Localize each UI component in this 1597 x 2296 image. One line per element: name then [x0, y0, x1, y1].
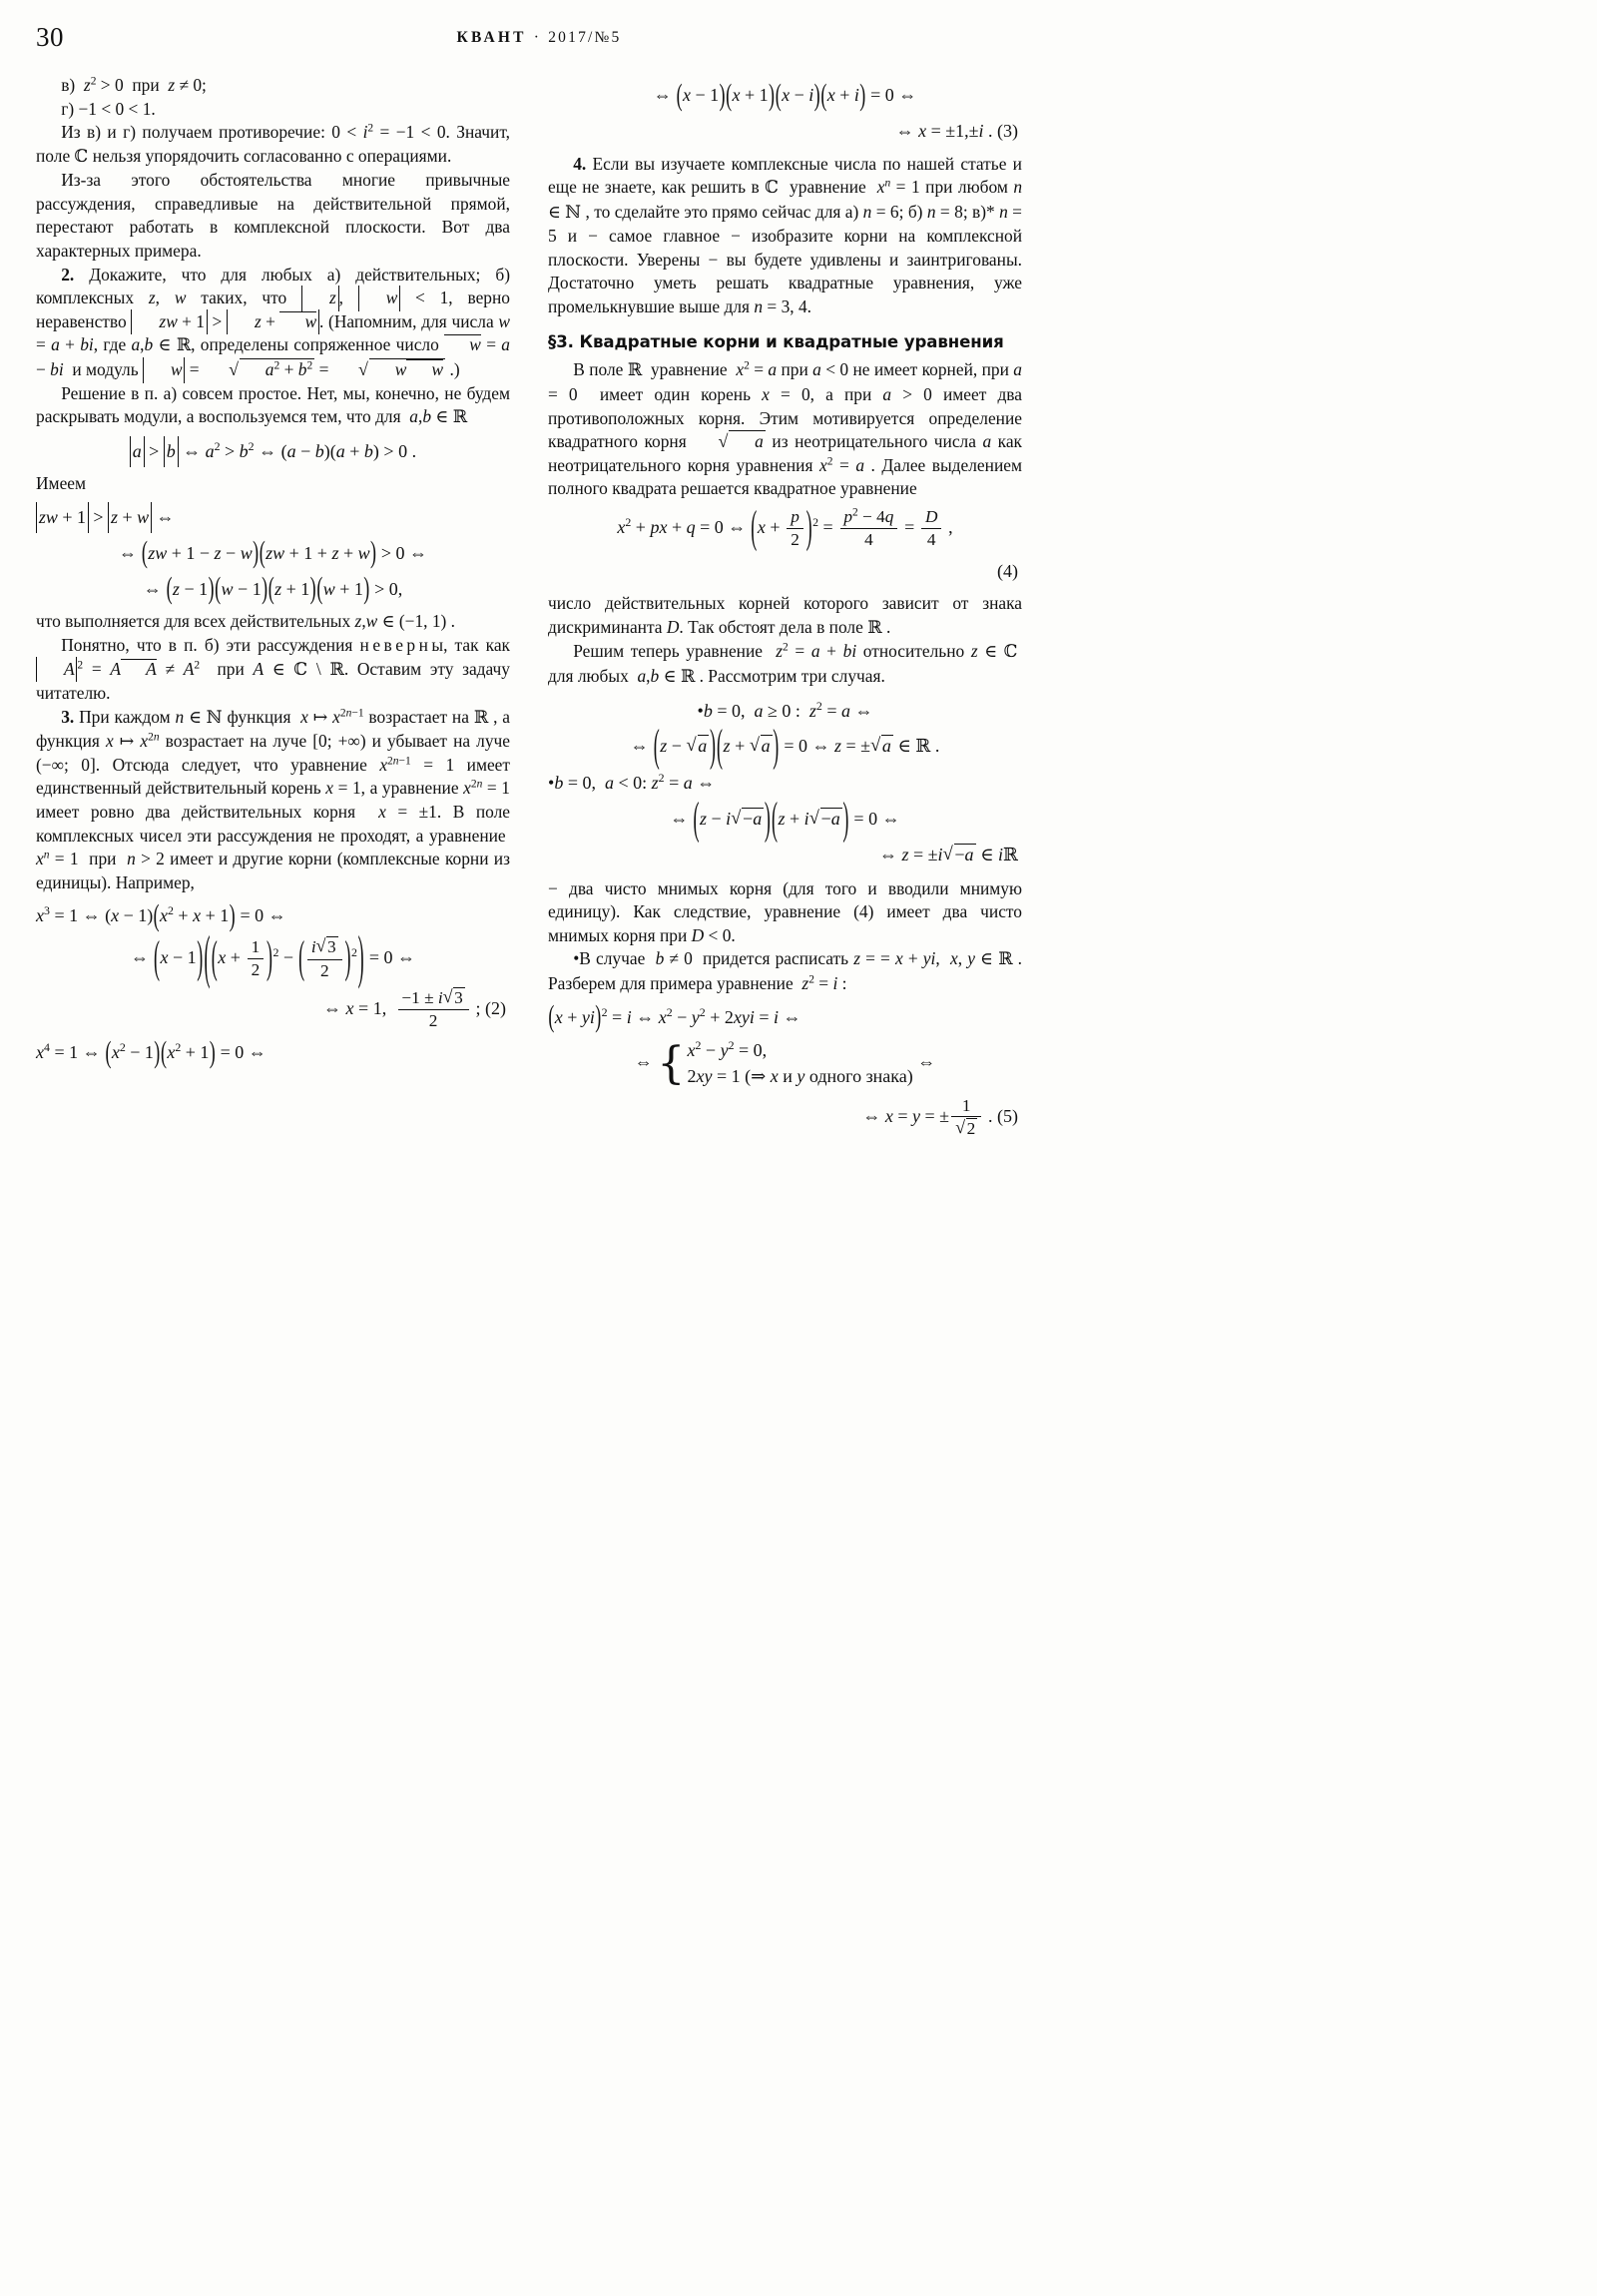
case-2-line3: ⇔ z = ±i √ −a ∈ iℝ — [548, 841, 1022, 870]
journal-page — [0, 0, 1078, 1550]
problem-3: 3. При каждом n ∈ ℕ функция x ↦ $x^{2n-1}$ возрастает на ℝ , а функция x ↦ $x^{2n}$ возрастает на луче [0; +∞) и убывает на луче (−∞; 0]. Отсюда следует, что уравнение $x^{2n-1} = 1$ имеет единственный действительный корень x = 1, а уравнение $x^{2n} = 1$ имеет ровно два действительных корня x = ±1. В поле комплексных чисел эти рассуждения не проходят, а уравнение $x^n = 1$ при n > 2 имеет и другие корни (комплексные корни из единицы). Например, — [36, 706, 510, 892]
equation-5-system: ⇔ { $x^2 - y^2 = 0$, 2xy = 1 (⇒ x и y одного знака) ⇔ — [634, 1037, 936, 1089]
equation-quartic-line3: ⇔ x = ±1,±i . (3) — [895, 120, 1018, 141]
list-item-v: в) $z^2 > 0$ при z ≠ 0; — [61, 75, 207, 95]
problem-4-number: 4. — [573, 153, 587, 174]
paragraph-two-imaginary-roots: − два чисто мнимых корня (для того и вводили мнимую единицу). Как следствие, уравнение (4) имеет два чисто мнимых корня при D < 0. — [548, 877, 1022, 945]
running-head — [36, 22, 1042, 60]
paragraph-part-b-invalid: Понятно, что в п. б) эти рассуждения н е в е р н ы, так как A $^2$ = A $A \ne A^2$ при A ∈ ℂ \ ℝ. Оставим эту задачу читателю. — [36, 635, 510, 704]
equation-chain-line2: ⇔ (zw + 1 − z − w)(zw + 1 + z + w) > 0 ⇔ — [118, 535, 428, 570]
case-2-line1: •b = 0, a < 0: $z^2 = a$ ⇔ — [548, 771, 716, 794]
two-column-body — [36, 74, 1042, 1147]
paragraph-solve-complex: Решим теперь уравнение $z^2 = a$ + bi относительно z ∈ ℂ для любых a,b ∈ ℝ . Рассмотрим три случая. — [548, 641, 1022, 688]
equation-5-line1: (x + yi)$^2$ = i ⇔ $x^2 - y^2 + 2xyi = i$ ⇔ — [548, 998, 801, 1033]
paragraph-solution-intro: Решение в п. а) совсем простое. Нет, мы, конечно, не будем раскрывать модули, а воспользуемся тем, что для a,b ∈ ℝ — [36, 382, 510, 428]
equation-abs-equivalence: a > b ⇔ $a^2 > b^2$ ⇔ (a − b)(a + b) > 0 . — [36, 437, 510, 466]
list-item-g: г) −1 < 0 < 1. — [61, 98, 156, 119]
equation-4: $x^2$ + px + q = 0 ⇔ (x + $\frac{p}{2}$ )$^2$ = $\frac{p^2 - 4q}{4}$ = $\frac{D}{4}$ , — [617, 501, 953, 552]
paragraph-field-r: В поле ℝ уравнение $x^2 = a$ при a < 0 не имеет корней, при a = 0 имеет один корень x = 0, а при a > 0 имеет два противоположных корня. Этим мотивируется определение квадратного корня √ a из неотрицательного числа a как неотрицательного корня уравнения $x^2 = a$ . Далее выделением полного квадрата решается квадратное уравнение — [548, 358, 1022, 500]
case-2-line2: ⇔ (z − i √ −a )(z + i √ −a ) = 0 ⇔ — [548, 805, 1022, 834]
case-1-line2: ⇔ (z − √ a )(z + √ a ) = 0 ⇔ z = ± √ a ∈ ℝ . — [548, 732, 1022, 762]
paragraph-because: Из-за этого обстоятельства многие привычные рассуждения, справедливые на действительной прямой, перестают работать в комплексной плоскости. Вот два характерных примера. — [36, 170, 510, 262]
section-heading-3: §3. Квадратные корни и квадратные уравнения — [548, 331, 1004, 351]
system-of-equations: { $x^2 - y^2 = 0$, 2xy = 1 (⇒ x и y одного знака) — [657, 1037, 913, 1089]
paragraph-discriminant: число действительных корней которого зависит от знака дискриминанта D. Так обстоят дела в поле ℝ . — [548, 593, 1022, 638]
problem-2-number: 2. — [61, 264, 75, 285]
paragraph-imeem: Имеем — [36, 473, 87, 494]
problem-3-number: 3. — [61, 706, 75, 727]
problem-2: 2. Докажите, что для любых а) действительных; б) комплексных z, w таких, что z , w < 1, верно неравенство zw + 1 > z + w . (Напомним, для числа w = a + bi, где a,b ∈ ℝ, определены сопряженное число w = a − bi и модуль w = √ $a^2 + b^2$ = √ w w .) — [36, 264, 510, 382]
equation-cubic-line1: $x^3 = 1$ ⇔ $(x - 1)(x^2 + x + 1) = 0$ ⇔ — [36, 897, 286, 932]
equation-quartic-line1: $x^4 = 1$ ⇔ $(x^2 - 1)(x^2 + 1) = 0$ ⇔ — [36, 1034, 266, 1069]
left-column — [36, 74, 510, 1074]
system-row-2: 2xy = 1 (⇒ x и y одного знака) — [687, 1065, 913, 1086]
journal-name: КВАНТ — [456, 29, 527, 46]
paragraph-contradiction: Из в) и г) получаем противоречие: $0 < i^2 = -1 < 0$. Значит, поле ℂ нельзя упорядочить согласованно с операциями. — [36, 122, 510, 167]
equation-cubic-line2: ⇔ (x − 1)((x + $\frac{1}{2}$ )$^2$ − ( $\frac{i √ 3}{2}$ )$^2$) = 0 ⇔ — [36, 937, 510, 980]
case-3-paragraph: •В случае b ≠ 0 придется расписать z = = x + yi, x, y ∈ ℝ . Разберем для примера уравнение $z^2 = i$ : — [548, 948, 1022, 993]
running-head-separator: · — [533, 29, 542, 46]
equation-chain-line3: ⇔ (z − 1)(w − 1)(z + 1)(w + 1) > 0, — [143, 571, 403, 606]
case-1-line1: •b = 0, a ≥ 0 : $z^2 = a$ ⇔ — [697, 698, 873, 721]
page-number: 30 — [36, 22, 64, 52]
equation-4-number: (4) — [997, 560, 1018, 581]
right-column — [548, 74, 1022, 1147]
equation-cubic-line3: ⇔ x = 1, $\frac{-1 \pm i √ 3}{2}$ ; (2) — [36, 988, 510, 1031]
issue-label: 2017/№5 — [548, 29, 622, 46]
equation-quartic-line2: ⇔ (x − 1)(x + 1)(x − i)(x + i) = 0 ⇔ — [653, 77, 917, 112]
equation-chain-line1: zw + 1 > z + w ⇔ — [36, 503, 510, 532]
journal-running-title — [36, 29, 1042, 47]
paragraph-holds-for-all: что выполняется для всех действительных z,w ∈ (−1, 1) . — [36, 611, 456, 632]
problem-4: 4. Если вы изучаете комплексные числа по нашей статье и еще не знаете, как решить в ℂ уравнение $x^n = 1$ при любом n ∈ ℕ , то сделайте это прямо сейчас для а) n = 6; б) n = 8; в)* n = 5 и − самое главное − изобразите корни на комплексной плоскости. Уверены − вы будете удивлены и заинтригованы. Достаточно уметь решать квадратные уравнения, уже промелькнувшие выше для n = 3, 4. — [548, 153, 1023, 317]
equation-5-line3: ⇔ x = y = ± 1 √ 2 . (5) — [548, 1096, 1022, 1139]
system-row-1: $x^2 - y^2 = 0$, — [687, 1038, 768, 1061]
